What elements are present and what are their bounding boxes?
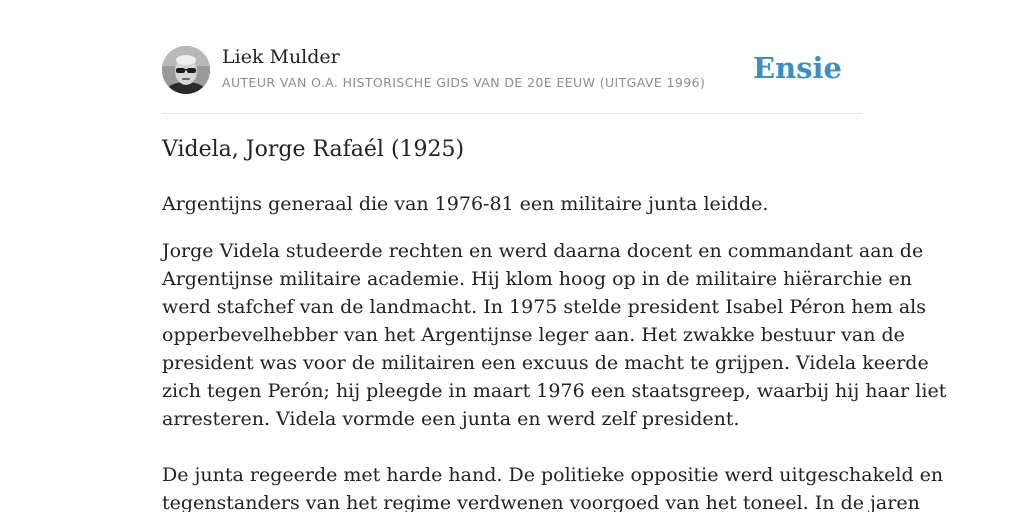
article-lead: Argentijns generaal die van 1976-81 een militaire junta leidde. — [162, 193, 769, 215]
body-line: Argentijnse militaire academie. Hij klom hoog op in de militaire hiërarchie en — [162, 268, 912, 290]
body-line: opperbevelhebber van het Argentijnse leger aan. Het zwakke bestuur van de — [162, 324, 905, 346]
author-avatar[interactable] — [162, 46, 210, 94]
article-header — [162, 46, 862, 96]
author-subtitle: AUTEUR VAN O.A. HISTORISCHE GIDS VAN DE 20E EEUW (UITGAVE 1996) — [222, 75, 706, 90]
body-line: werd stafchef van de landmacht. In 1975 stelde president Isabel Péron hem als — [162, 296, 926, 318]
article-body — [162, 237, 947, 512]
body-line: arresteren. Videla vormde een junta en werd zelf president. — [162, 408, 740, 430]
paragraph-gap — [162, 433, 862, 461]
body-line: president was voor de militairen een excuus de macht te grijpen. Videla keerde — [162, 352, 929, 374]
author-name[interactable]: Liek Mulder — [222, 46, 340, 68]
body-line: De junta regeerde met harde hand. De politieke oppositie werd uitgeschakeld en — [162, 464, 944, 486]
author-photo — [162, 46, 210, 94]
body-line: Jorge Videla studeerde rechten en werd daarna docent en commandant aan de — [162, 240, 924, 262]
header-divider — [162, 113, 862, 114]
body-line: tegenstanders van het regime verdwenen voorgoed van het toneel. In de jaren — [162, 492, 920, 512]
brand-logo[interactable]: Ensie — [753, 51, 842, 85]
article-title: Videla, Jorge Rafaél (1925) — [162, 137, 465, 162]
body-line: zich tegen Perón; hij pleegde in maart 1976 een staatsgreep, waarbij hij haar liet — [162, 380, 947, 402]
